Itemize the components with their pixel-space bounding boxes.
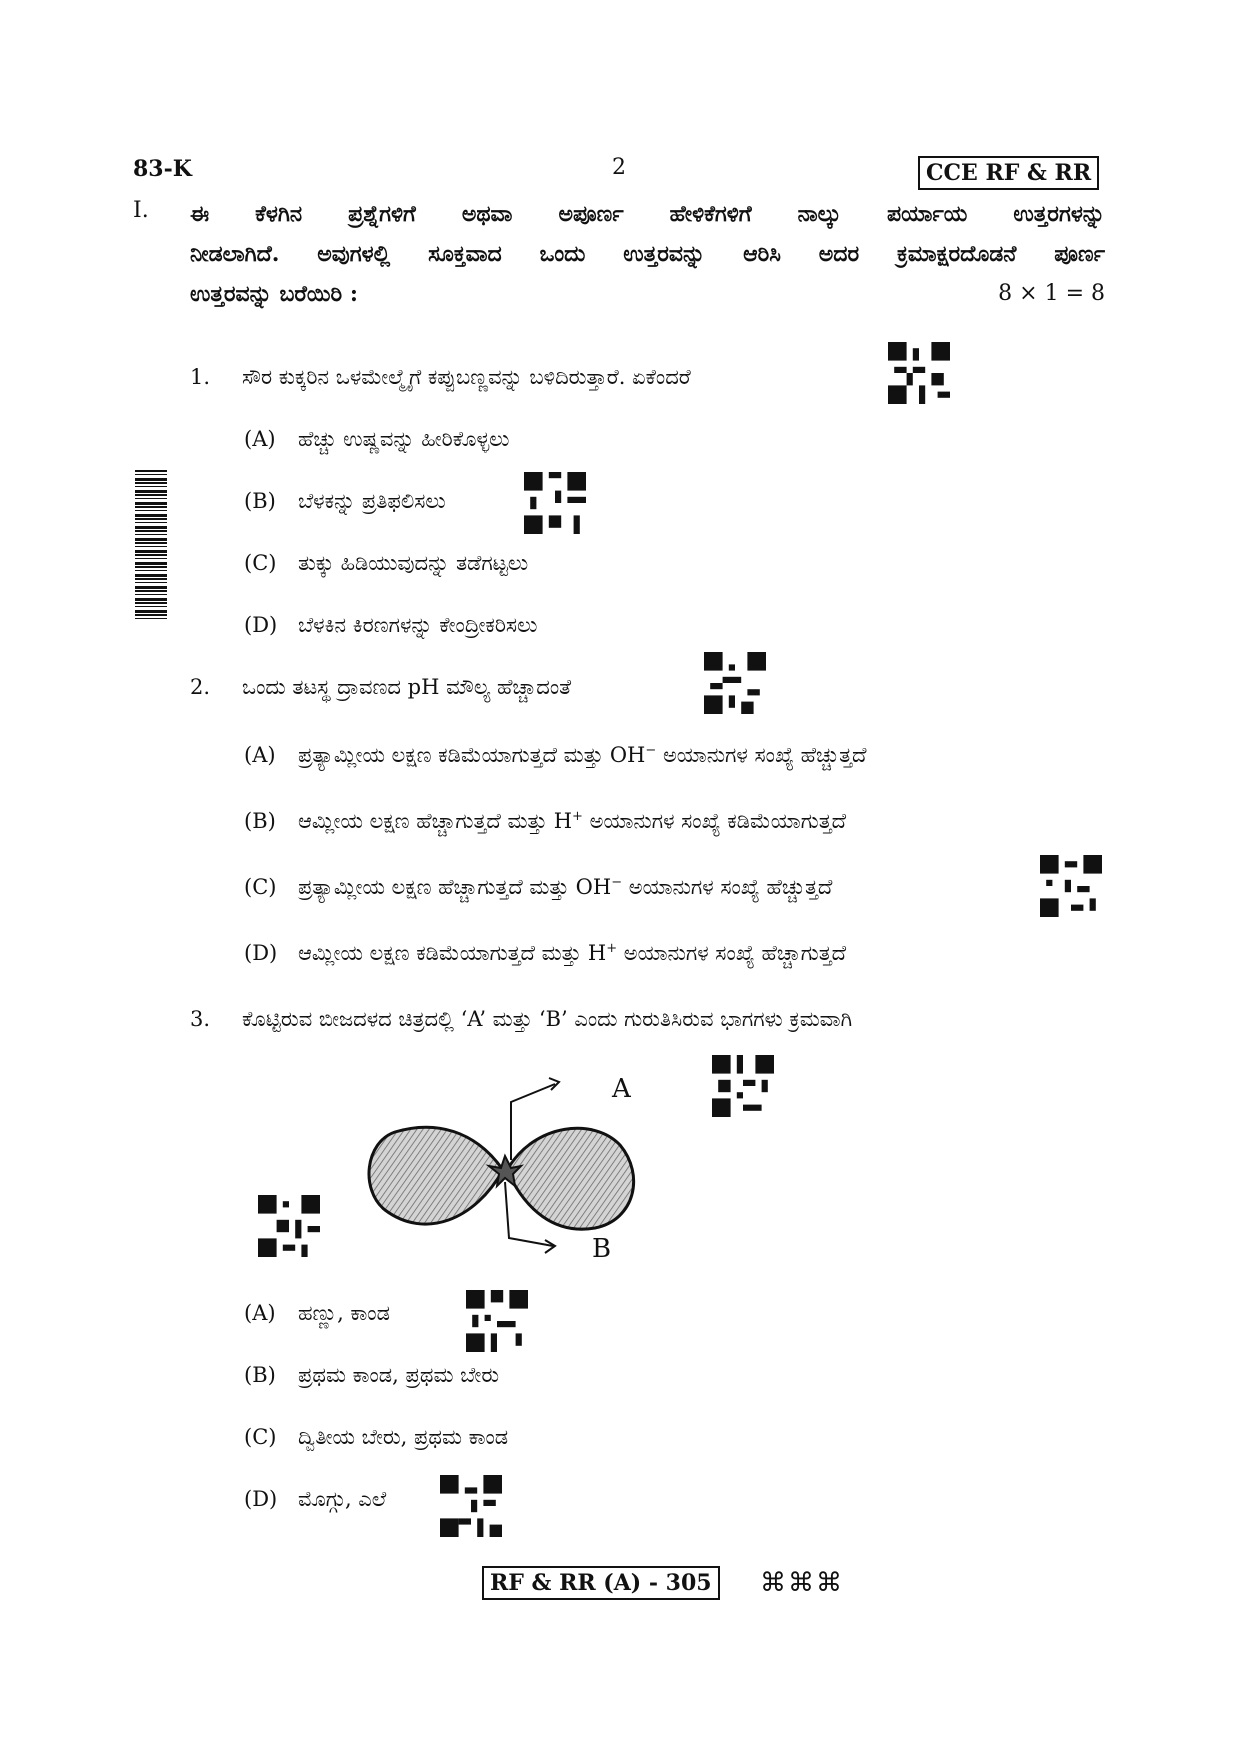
footer-code: RF & RR (A) - 305 <box>482 1566 720 1600</box>
option-text: ಹಣ್ಣು, ಕಾಂಡ <box>298 1301 390 1325</box>
instruction-line-1: ಈ ಕೆಳಗಿನ ಪ್ರಶ್ನೆಗಳಿಗೆ ಅಥವಾ ಅಪೂರ್ಣ ಹೇಳಿಕೆಗಳಿಗೆ ನಾಲ್ಕು ಪರ್ಯಾಯ ಉತ್ತರಗಳನ್ನು <box>190 201 1105 227</box>
option <box>244 1484 386 1514</box>
page-number: 2 <box>612 155 626 180</box>
question-number: 3. <box>190 1007 211 1031</box>
option-label: (A) <box>244 1301 276 1325</box>
qr-code-icon <box>1040 855 1102 917</box>
ion-charge: + <box>572 809 583 824</box>
option-text: ಬೆಳಕಿನ ಕಿರಣಗಳನ್ನು ಕೇಂದ್ರೀಕರಿಸಲು <box>298 613 538 637</box>
qr-code-icon <box>440 1475 502 1537</box>
instruction-line-2: ನೀಡಲಾಗಿದೆ. ಅವುಗಳಲ್ಲಿ ಸೂಕ್ತವಾದ ಒಂದು ಉತ್ತರವನ್ನು ಆರಿಸಿ ಅದರ ಕ್ರಮಾಕ್ಷರದೊಡನೆ ಪೂರ್ಣ <box>190 241 1105 267</box>
option <box>244 486 446 516</box>
option-text: ಆಮ್ಲೀಯ ಲಕ್ಷಣ ಹೆಚ್ಚಾಗುತ್ತದೆ ಮತ್ತು H <box>298 809 573 833</box>
option-label: (D) <box>244 1487 278 1511</box>
option-text: ಪ್ರಥಮ ಕಾಂಡ, ಪ್ರಥಮ ಬೇರು <box>298 1363 500 1387</box>
option-text: ಪ್ರತ್ಯಾಮ್ಲೀಯ ಲಕ್ಷಣ ಕಡಿಮೆಯಾಗುತ್ತದೆ ಮತ್ತು OH <box>298 743 646 767</box>
option-label: (B) <box>244 489 276 513</box>
qr-code-icon <box>704 652 766 714</box>
qr-code-icon <box>712 1055 774 1117</box>
option-label: (C) <box>244 1425 277 1449</box>
option <box>244 1298 390 1328</box>
option-text: ಅಯಾನುಗಳ ಸಂಖ್ಯೆ ಹೆಚ್ಚುತ್ತದೆ <box>622 875 833 899</box>
option-label: (C) <box>244 875 277 899</box>
option-text: ಆಮ್ಲೀಯ ಲಕ್ಷಣ ಕಡಿಮೆಯಾಗುತ್ತದೆ ಮತ್ತು H <box>298 941 607 965</box>
option <box>244 872 832 902</box>
ion-charge: − <box>645 743 657 758</box>
option <box>244 548 528 578</box>
option-label: (A) <box>244 743 276 767</box>
option-text: ಅಯಾನುಗಳ ಸಂಖ್ಯೆ ಹೆಚ್ಚುತ್ತದೆ <box>656 743 867 767</box>
option <box>244 610 537 640</box>
option-text: ಅಯಾನುಗಳ ಸಂಖ್ಯೆ ಕಡಿಮೆಯಾಗುತ್ತದೆ <box>582 809 847 833</box>
option <box>244 938 846 968</box>
option-label: (D) <box>244 941 278 965</box>
footer-ornament-icon: ⌘⌘⌘ <box>760 1568 844 1598</box>
question-number: 2. <box>190 675 211 699</box>
option-text: ತುಕ್ಕು ಹಿಡಿಯುವುದನ್ನು ತಡೆಗಟ್ಟಲು <box>298 551 529 575</box>
figure-label-b: B <box>592 1234 612 1264</box>
arrowhead-b <box>545 1240 555 1253</box>
marks: 8 × 1 = 8 <box>998 281 1105 306</box>
option <box>244 424 509 454</box>
option-label: (B) <box>244 809 276 833</box>
section-roman: I. <box>133 198 149 223</box>
ion-charge: − <box>611 875 623 890</box>
option-text: ದ್ವಿತೀಯ ಬೇರು, ಪ್ರಥಮ ಕಾಂಡ <box>298 1425 509 1449</box>
question-text: ಕೊಟ್ಟಿರುವ ಬೀಜದಳದ ಚಿತ್ರದಲ್ಲಿ ‘A’ ಮತ್ತು ‘B’ ಎಂದು ಗುರುತಿಸಿರುವ ಭಾಗಗಳು ಕ್ರಮವಾಗಿ <box>242 1007 853 1031</box>
option <box>244 1360 499 1390</box>
section-instruction <box>190 194 1105 314</box>
option <box>244 1422 508 1452</box>
cotyledon-right <box>507 1128 634 1229</box>
qr-code-icon <box>466 1290 528 1352</box>
question-3 <box>190 1004 852 1034</box>
option-text: ಹೆಚ್ಚು ಉಷ್ಣವನ್ನು ಹೀರಿಕೊಳ್ಳಲು <box>298 427 510 451</box>
qr-code-icon <box>524 472 586 534</box>
option-label: (A) <box>244 427 276 451</box>
paper-code: 83-K <box>133 156 192 182</box>
instruction-line-3: ಉತ್ತರವನ್ನು ಬರೆಯಿರಿ : <box>190 281 358 307</box>
option-text: ಮೊಗ್ಗು, ಎಲೆ <box>298 1487 387 1511</box>
figure-label-a: A <box>612 1074 631 1104</box>
series-box: CCE RF & RR <box>918 156 1099 190</box>
option <box>244 806 846 836</box>
barcode-icon <box>135 470 167 622</box>
option-label: (D) <box>244 613 278 637</box>
option-text: ಬೆಳಕನ್ನು ಪ್ರತಿಫಲಿಸಲು <box>298 489 446 513</box>
option-text: ಅಯಾನುಗಳ ಸಂಖ್ಯೆ ಹೆಚ್ಚಾಗುತ್ತದೆ <box>617 941 847 965</box>
option-label: (B) <box>244 1363 276 1387</box>
option-text: ಪ್ರತ್ಯಾಮ್ಲೀಯ ಲಕ್ಷಣ ಹೆಚ್ಚಾಗುತ್ತದೆ ಮತ್ತು OH <box>298 875 612 899</box>
qr-code-icon <box>258 1195 320 1257</box>
question-1 <box>190 362 691 392</box>
qr-code-icon <box>888 342 950 404</box>
question-text: ಒಂದು ತಟಸ್ಥ ದ್ರಾವಣದ pH ಮೌಲ್ಯ ಹೆಚ್ಚಾದಂತೆ <box>242 675 572 699</box>
question-number: 1. <box>190 365 211 389</box>
question-2 <box>190 672 571 702</box>
option-label: (C) <box>244 551 277 575</box>
question-text: ಸೌರ ಕುಕ್ಕರಿನ ಒಳಮೇಲ್ಮೈಗೆ ಕಪ್ಪುಬಣ್ಣವನ್ನು ಬಳಿದಿರುತ್ತಾರೆ. ಏಕೆಂದರೆ <box>242 365 691 389</box>
option <box>244 740 866 770</box>
ion-charge: + <box>606 941 618 956</box>
cotyledon-left <box>369 1127 503 1224</box>
